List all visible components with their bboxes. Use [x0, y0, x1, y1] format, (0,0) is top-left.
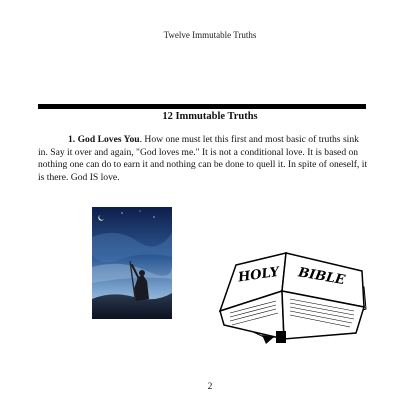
bible-cover-word-1: HOLY	[237, 264, 281, 286]
section-divider	[38, 104, 366, 109]
open-bible-illustration	[216, 247, 368, 345]
bible-cover-word-2: BIBLE	[297, 265, 347, 289]
page-number: 2	[207, 382, 213, 392]
prayer-illustration	[92, 207, 172, 319]
section-title: 12 Immutable Truths	[162, 111, 258, 122]
truth-paragraph	[38, 134, 368, 184]
running-header: Twelve Immutable Truths	[163, 30, 257, 40]
truth-lead: 1. God Loves You	[68, 134, 140, 145]
truth-body: . How one must let this first and most basic of truths sink in. Say it over and again, "God loves me." It is not a conditional love. It is based on nothing one can do to earn it and nothing can be done to quell it. In spite of oneself, it is there. God IS love.	[38, 134, 368, 183]
